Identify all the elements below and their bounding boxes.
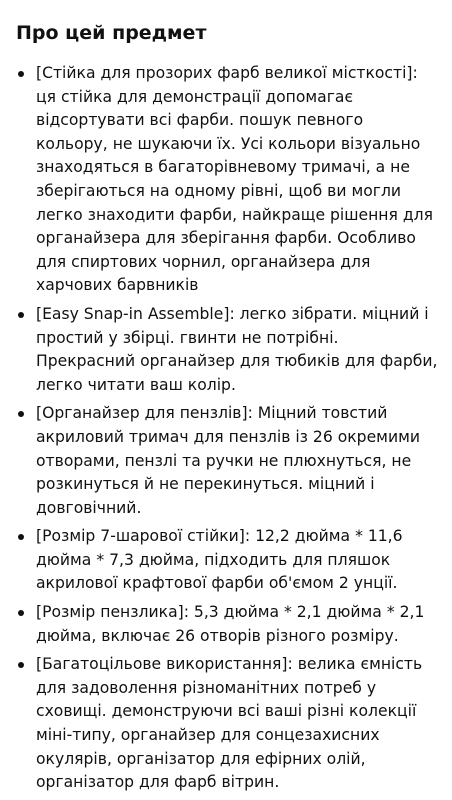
feature-bullet-text: [Easy Snap-in Assemble]: легко зібрати. міцний і простий у збірці. гвинти не потрібні. Прекрасний органайзер для тюбиків для фарби, легко читати ваш колір. — [36, 304, 438, 394]
bullet-dot-icon — [18, 411, 24, 417]
feature-bullet-text: [Розмір пензлика]: 5,3 дюйма * 2,1 дюйма * 2,1 дюйма, включає 26 отворів різного розміру. — [36, 603, 425, 645]
section-title: Про цей предмет — [16, 22, 207, 44]
feature-bullet-text: [Розмір 7-шарової стійки]: 12,2 дюйма * 11,6 дюйма * 7,3 дюйма, підходить для пляшок акрилової крафтової фарби об'ємом 2 унції. — [36, 527, 403, 593]
feature-bullet-item — [16, 653, 438, 795]
bullet-dot-icon — [18, 662, 24, 668]
bullet-dot-icon — [18, 534, 24, 540]
feature-bullet-item — [16, 62, 438, 298]
bullet-dot-icon — [18, 71, 24, 77]
bullet-dot-icon — [18, 610, 24, 616]
feature-bullet-text: [Органайзер для пензлів]: Міцний товстий акриловий тримач для пензлів із 26 окремими отворами, пензлі та ручки не плюхнуться, не розкинуться й не перекинуться. міцний і довговічний. — [36, 404, 420, 517]
feature-bullet-item — [16, 525, 438, 596]
feature-bullet-list — [16, 62, 438, 795]
bullet-dot-icon — [18, 312, 24, 318]
feature-bullet-item — [16, 303, 438, 397]
feature-bullet-text: [Стійка для прозорих фарб великої місткості]: ця стійка для демонстрації допомагає відсортувати всі фарби. пошук певного кольору, не шукаючи їх. Усі кольори візуально знаходяться в багаторівневому тримачі, а не зберігаються на одному рівні, щоб ви могли легко знаходити фарби, найкраще рішення для органайзера для зберігання фарби. Особливо для спиртових чорнил, органайзера для харчових барвників — [36, 64, 433, 295]
feature-bullet-text: [Багатоцільове використання]: велика ємність для задоволення різноманітних потреб у сховищі. демонструючи всі ваші різні колекції міні-типу, органайзер для сонцезахисних окулярів, організатор для ефірних олій, організатор для фарб вітрин. — [36, 655, 423, 792]
feature-bullet-item — [16, 601, 438, 648]
feature-bullet-item — [16, 402, 438, 520]
